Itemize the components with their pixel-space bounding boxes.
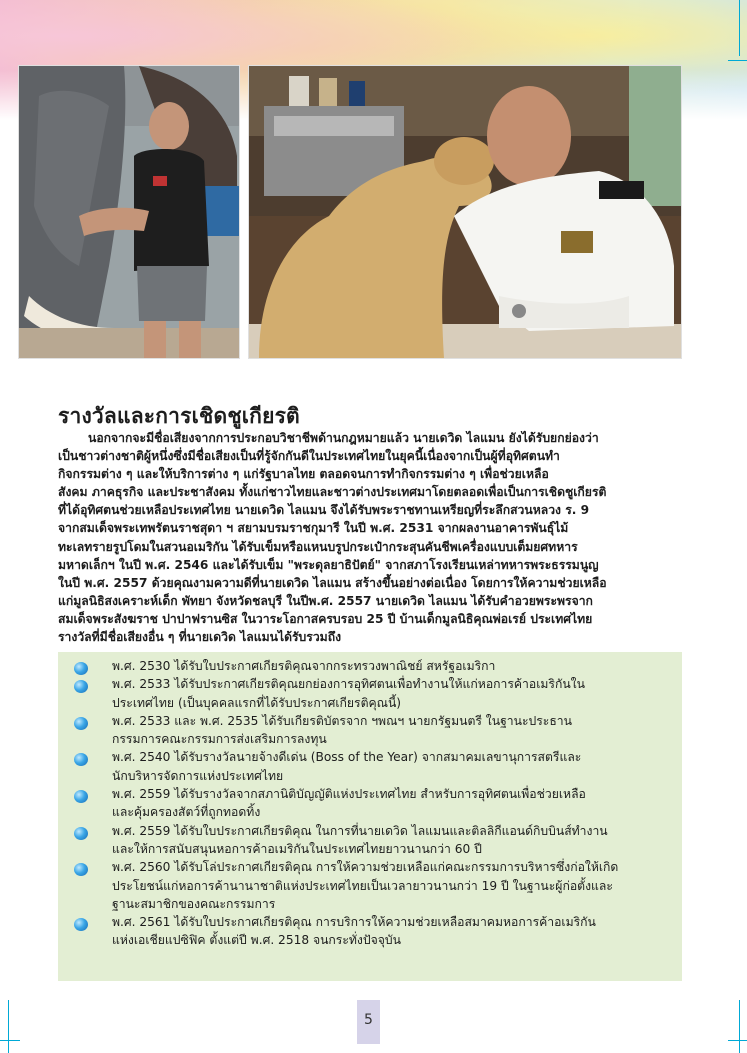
paragraph-line: กิจกรรมต่าง ๆ และให้บริการต่าง ๆ แก่รัฐบาลไทย ตลอดจนการทำกิจกรรมต่าง ๆ เพื่อช่วยเหลือ [58,467,549,482]
award-item: พ.ศ. 2559 ได้รับรางวัลจากสภานิติบัญญัติแห่งประเทศไทย สำหรับการอุทิศตนเพื่อช่วยเหลือ และคุ้มครองสัตว์ที่ถูกทอดทิ้ง [58,785,682,822]
award-item: พ.ศ. 2559 ได้รับใบประกาศเกียรติคุณ ในการที่นายเดวิด ไลแมนและติลลิกีแอนด์กิบบินส์ทำงาน และให้การสนับสนุนหอการค้าอเมริกันในประเทศไทยยาวนานกว่า 60 ปี [58,822,682,859]
paragraph-line: แก่มูลนิธิสงเคราะห์เด็ก พัทยา จังหวัดชลบุรี ในปีพ.ศ. 2557 นายเดวิด ไลแมน ได้รับคำอวยพระพรจาก [58,593,593,608]
bullet-icon [74,680,88,693]
award-item: พ.ศ. 2561 ได้รับใบประกาศเกียรติคุณ การบริการให้ความช่วยเหลือสมาคมหอการค้าอเมริกัน แห่งเอเชียแปซิฟิค ตั้งแต่ปี พ.ศ. 2518 จนกระทั่งปัจจุบัน [58,913,682,950]
crop-mark [8,1000,9,1053]
photo-officer-with-dog [248,65,682,359]
paragraph-line: ทะเลทรายรูปโดมในสวนอเมริกัน ได้รับเข็มหรือแหนบรูปกระเป๋ากระสุนคันชีพเครื่องแบบเต็มยศทหาร [58,539,578,554]
paragraph-line: จากสมเด็จพระเทพรัตนราชสุดา ฯ สยามบรมราชกุมารี ในปี พ.ศ. 2531 จากผลงานอาคารพันธุ์ไม้ [58,521,569,536]
paragraph-line: รางวัลที่มีชื่อเสียงอื่น ๆ ที่นายเดวิด ไลแมนได้รับรวมถึง [58,630,342,645]
page-number: 5 [357,1000,380,1044]
award-item: พ.ศ. 2560 ได้รับโล่ประกาศเกียรติคุณ การให้ความช่วยเหลือแก่คณะกรรมการบริหารซึ่งก่อให้เกิด ประโยชน์แก่หอการค้านานาชาติแห่งประเทศไทยเป็นเวลายาวนานกว่า 19 ปี ในฐานะผู้ก่อตั้งและ ฐานะสมาชิกของคณะกรรมการ [58,858,682,913]
bullet-icon [74,863,88,876]
bullet-icon [74,827,88,840]
section-title: รางวัลและการเชิดชูเกียรติ [58,404,300,428]
crop-mark [728,1040,747,1041]
crop-mark [739,1000,740,1053]
crop-mark [739,0,740,56]
body-paragraph [58,429,683,646]
bullet-icon [74,662,88,675]
crop-mark [728,60,747,61]
paragraph-line: ที่ได้อุทิศตนช่วยเหลือประเทศไทย นายเดวิด ไลแมน จึงได้รับพระราชทานเหรียญที่ระลึกสวนหลวง ร. 9 [58,503,590,518]
award-item: พ.ศ. 2530 ได้รับใบประกาศเกียรติคุณจากกระทรวงพาณิชย์ สหรัฐอเมริกา [58,657,682,675]
paragraph-line: มหาดเล็กฯ ในปี พ.ศ. 2546 และได้รับเข็ม "พระดุลยาธิปัตย์" จากสภาโรงเรียนเหล่าทหารพระธรรมนูญ [58,557,599,572]
bullet-icon [74,717,88,730]
bullet-icon [74,790,88,803]
photo-man-with-elephant [18,65,240,359]
bullet-icon [74,753,88,766]
paragraph-line: สมเด็จพระสังฆราช ปาปาฟรานซิส ในวาระโอกาสครบรอบ 25 ปี บ้านเด็กมูลนิธิคุณพ่อเรย์ ประเทศไทย [58,611,593,626]
paragraph-line: เป็นชาวต่างชาติผู้หนึ่งซึ่งมีชื่อเสียงเป็นที่รู้จักกันดีในประเทศไทยในยุคนี้เนื่องจากเป็นผู้ที่อุทิศตนทำ [58,449,560,464]
award-item: พ.ศ. 2533 ได้รับประกาศเกียรติคุณยกย่องการอุทิศตนเพื่อทำงานให้แก่หอการค้าอเมริกันใน ประเทศไทย (เป็นบุคคลแรกที่ได้รับประกาศเกียรติคุณนี้) [58,675,682,712]
award-item: พ.ศ. 2540 ได้รับรางวัลนายจ้างดีเด่น (Boss of the Year) จากสมาคมเลขานุการสตรีและ นักบริหารจัดการแห่งประเทศไทย [58,748,682,785]
paragraph-line: นอกจากจะมีชื่อเสียงจากการประกอบวิชาชีพด้านกฎหมายแล้ว นายเดวิด ไลแมน ยังได้รับยกย่องว่า [88,431,599,445]
awards-list-box [58,652,682,981]
paragraph-line: สังคม ภาคธุรกิจ และประชาสังคม ทั้งแก่ชาวไทยและชาวต่างประเทศมาโดยตลอดเพื่อเป็นการเชิดชูเกียรติ [58,485,607,500]
bullet-icon [74,918,88,931]
paragraph-line: ในปี พ.ศ. 2557 ด้วยคุณงามความดีที่นายเดวิด ไลแมน สร้างขึ้นอย่างต่อเนื่อง โดยการให้ความช่วยเหลือ [58,575,607,590]
awards-list [58,652,682,950]
award-item: พ.ศ. 2533 และ พ.ศ. 2535 ได้รับเกียรติบัตรจาก ฯพณฯ นายกรัฐมนตรี ในฐานะประธาน กรรมการคณะกรรมการส่งเสริมการลงทุน [58,712,682,749]
crop-mark [0,1040,20,1041]
